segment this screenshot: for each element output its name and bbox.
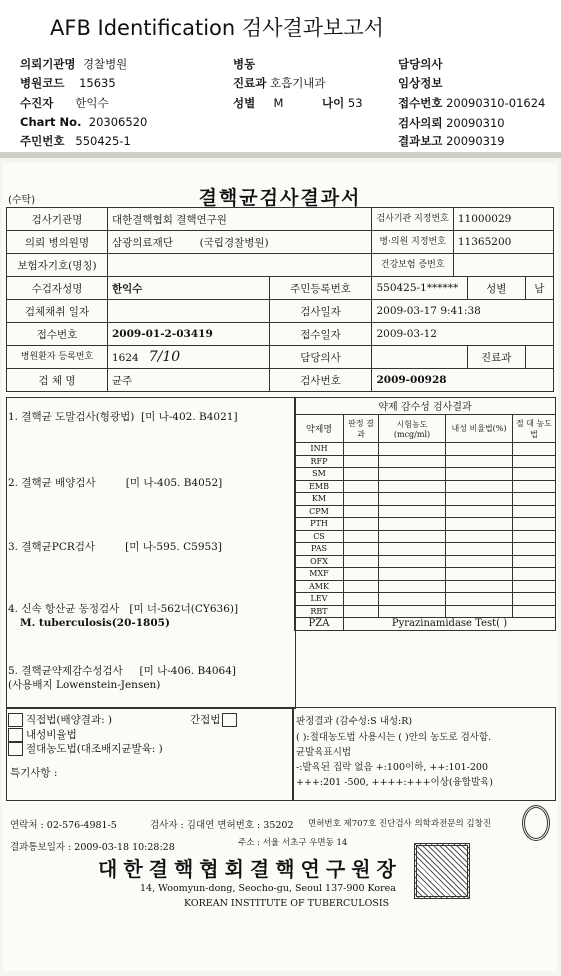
drug-name: EMB (295, 480, 344, 493)
drug-row (295, 580, 556, 593)
drug-name: CS (295, 530, 344, 543)
hospital-label: 의뢰 병의원명 (7, 231, 108, 254)
drug-name: RBT (295, 605, 344, 618)
drug-cell (513, 493, 556, 506)
drug-cell (344, 455, 379, 468)
drug-cell (379, 468, 446, 481)
footer-address-en: 14, Woomyun-dong, Seocho-gu, Seoul 137-900 Korea (140, 883, 396, 894)
drug-name: INH (295, 443, 344, 456)
drug-cell (344, 480, 379, 493)
collect-label: 검체채취 일자 (7, 300, 108, 323)
test-date-label: 검사일자 (269, 300, 372, 323)
drug-name: PAS (295, 543, 344, 556)
receipt-date-value: 2009-03-12 (372, 323, 554, 346)
drug-cell (344, 593, 379, 606)
drug-cell (344, 493, 379, 506)
drug-row (295, 443, 556, 456)
drug-cell (446, 468, 513, 481)
chart-no: Chart No. 20306520 (20, 115, 148, 129)
drug-cell (344, 518, 379, 531)
drug-cell (379, 605, 446, 618)
drug-row (295, 605, 556, 618)
drug-cell (344, 568, 379, 581)
drug-cell (513, 568, 556, 581)
drug-cell (379, 593, 446, 606)
receipt-no: 접수번호 20090310-01624 (398, 96, 546, 110)
agency-no-value: 11000029 (453, 208, 553, 231)
resident-no: 주민번호 550425-1 (20, 134, 131, 148)
hospital-no-value: 11365200 (453, 231, 553, 254)
legend-line-4: -:발육된 집락 없음 +:100이하, ++:101-200 (296, 762, 488, 773)
identification-result: M. tuberculosis(20-1805) (20, 617, 170, 629)
drug-cell (344, 530, 379, 543)
drug-cell (344, 505, 379, 518)
drug-cell (379, 518, 446, 531)
scanned-report (2, 163, 558, 971)
institute-name-en: KOREAN INSTITUTE OF TUBERCULOSIS (184, 898, 390, 909)
drug-cell (446, 543, 513, 556)
drug-cell (446, 455, 513, 468)
form-type: (수탁) (8, 195, 36, 206)
hospital-code: 병원코드 15635 (20, 76, 116, 90)
section-susceptibility: 5. 결핵균약제감수성검사 [미 나-406. B4064] (8, 665, 237, 677)
drug-cell (446, 568, 513, 581)
drug-cell (379, 568, 446, 581)
drug-row (295, 530, 556, 543)
footer-license: 면허번호 제707호 진단검사 의학과전문의 김창진 (308, 819, 492, 829)
drug-cell (446, 443, 513, 456)
insure-no-label: 건강보험 증번호 (372, 254, 453, 277)
drug-cell (513, 543, 556, 556)
special-notes: 특기사항 : (10, 767, 58, 779)
drug-name: PTH (295, 518, 344, 531)
test-date-value: 2009-03-17 9:41:38 (372, 300, 554, 323)
drug-cell (513, 518, 556, 531)
collect-value (108, 300, 270, 323)
drug-cell (513, 580, 556, 593)
footer-address-kr: 주소 : 서울 서초구 우면동 14 (238, 838, 348, 848)
absolute-checkbox[interactable] (8, 742, 23, 756)
drug-cell (513, 480, 556, 493)
drug-cell (513, 530, 556, 543)
name-value: 한익수 (108, 277, 270, 300)
header-concentration: 시험농도 (mcg/ml) (379, 415, 446, 443)
drug-name: LEV (295, 593, 344, 606)
sex-value: 남 (525, 277, 553, 300)
drug-cell (446, 593, 513, 606)
agency-no-label: 검사기관 지정번호 (372, 208, 453, 231)
dept-value (525, 346, 553, 369)
drug-cell (344, 443, 379, 456)
drug-cell (379, 530, 446, 543)
absolute-method: 절대농도법(대조배지균발육: ) (8, 741, 163, 756)
official-seal (414, 843, 470, 899)
footer-examiner: 검사자 : 김대연 면허번호 : 35202 (150, 820, 294, 831)
drug-cell (344, 580, 379, 593)
drug-row (295, 568, 556, 581)
drug-row (295, 493, 556, 506)
section-culture: 2. 결핵균 배양검사 [미 나-405. B4052] (8, 477, 223, 489)
drug-row (295, 593, 556, 606)
drug-cell (446, 480, 513, 493)
header-ratio: 내성 비율법(%) (446, 415, 513, 443)
ward: 병동 (233, 57, 256, 71)
drug-cell (513, 605, 556, 618)
drug-name: SM (295, 468, 344, 481)
patient-no-value: 1624 7/10 (108, 346, 270, 369)
hospital-value: 삼광의료재단 (국립경찰병원) (108, 231, 372, 254)
drug-cell (379, 505, 446, 518)
receipt-no-value: 2009-01-2-03419 (108, 323, 270, 346)
pza-label: PZA (295, 618, 344, 631)
page-title: AFB Identification 검사결과보고서 (50, 16, 384, 40)
drug-cell (344, 468, 379, 481)
drug-cell (513, 443, 556, 456)
section-smear: 1. 결핵균 도말검사(형광법) [미 나-402. B4021] (8, 411, 238, 423)
insured-value (108, 254, 372, 277)
sex-label: 성별 (467, 277, 525, 300)
drug-cell (379, 455, 446, 468)
drug-cell (513, 455, 556, 468)
drug-row (295, 468, 556, 481)
indirect-method: 간접법 (190, 712, 240, 727)
drug-cell (379, 443, 446, 456)
legend-line-1: 판정결과 (감수성:S 내성:R) (296, 716, 413, 727)
patient-name: 수진자 한익수 (20, 96, 109, 110)
drug-name: OFX (295, 555, 344, 568)
insured-label: 보험자기호(명칭) (7, 254, 108, 277)
report-date: 결과보고 20090319 (398, 134, 505, 148)
drug-row (295, 555, 556, 568)
legend-line-2: ( ):절대농도법 사용시는 ( )안의 농도로 검사함. (296, 732, 492, 743)
drug-cell (446, 518, 513, 531)
receipt-no-label: 접수번호 (7, 323, 108, 346)
specimen-label: 검 체 명 (7, 369, 108, 392)
drug-cell (446, 605, 513, 618)
drug-cell (446, 555, 513, 568)
rrn-label: 주민등록번호 (269, 277, 372, 300)
header-result: 판정 결과 (344, 415, 379, 443)
header-absolute: 절 대 농도법 (513, 415, 556, 443)
round-seal (522, 805, 550, 841)
legend-line-3: 균발육표시법 (296, 747, 352, 758)
ratio-checkbox[interactable] (8, 728, 23, 742)
susceptibility-title: 약제 감수성 검사결과 (294, 397, 556, 415)
drug-name: MXF (295, 568, 344, 581)
drug-cell (379, 555, 446, 568)
drug-name: RFP (295, 455, 344, 468)
drug-cell (344, 543, 379, 556)
drug-cell (513, 468, 556, 481)
drug-row (295, 543, 556, 556)
rrn-value: 550425-1****** (372, 277, 467, 300)
drug-cell (344, 555, 379, 568)
drug-cell (379, 580, 446, 593)
direct-checkbox[interactable] (8, 713, 23, 727)
drug-row (295, 505, 556, 518)
insure-no-value (453, 254, 553, 277)
drug-name: KM (295, 493, 344, 506)
susceptibility-table (294, 414, 556, 631)
drug-cell (446, 493, 513, 506)
age: 나이 53 (322, 96, 363, 110)
name-label: 수검자성명 (7, 277, 108, 300)
pza-value: Pyrazinamidase Test( ) (344, 618, 556, 631)
handwritten-note: 7/10 (148, 349, 181, 365)
direct-method: 직접법(배양결과: ) (8, 712, 112, 727)
footer-notice-date: 결과통보일자 : 2009-03-18 10:28:28 (10, 842, 175, 853)
request-date: 검사의뢰 20090310 (398, 116, 505, 130)
department: 진료과 호흡기내과 (233, 76, 326, 90)
drug-cell (344, 605, 379, 618)
sex: 성별 M (233, 96, 284, 110)
report-header (0, 0, 561, 152)
drug-cell (379, 493, 446, 506)
header-drug: 약제명 (295, 415, 344, 443)
drug-row (295, 455, 556, 468)
drug-cell (446, 530, 513, 543)
test-no-value: 2009-00928 (372, 369, 554, 392)
indirect-checkbox[interactable] (222, 713, 237, 727)
drug-cell (379, 543, 446, 556)
report-title: 결핵균검사결과서 (198, 187, 362, 209)
drug-name: AMK (295, 580, 344, 593)
patient-table (6, 207, 554, 392)
drug-cell (446, 580, 513, 593)
footer-phone: 연락처 : 02-576-4981-5 (10, 820, 117, 831)
attending-doctor: 담당의사 (398, 57, 443, 71)
specimen-value: 균주 (108, 369, 270, 392)
doctor-value (372, 346, 467, 369)
drug-row (295, 480, 556, 493)
legend-line-5: +++:201 -500, ++++:+++이상(융합발육) (296, 777, 494, 788)
medium-note: (사용배지 Lowenstein-Jensen) (8, 679, 161, 691)
drug-row (295, 518, 556, 531)
ratio-method: 내성비율법 (8, 727, 77, 742)
agency-label: 검사기관명 (7, 208, 108, 231)
hospital-no-label: 병·의원 지정번호 (372, 231, 453, 254)
drug-cell (446, 505, 513, 518)
agency-value: 대한결핵협회 결핵연구원 (108, 208, 372, 231)
drug-cell (513, 555, 556, 568)
test-no-label: 검사번호 (269, 369, 372, 392)
drug-name: CPM (295, 505, 344, 518)
receipt-date-label: 접수일자 (269, 323, 372, 346)
drug-cell (513, 593, 556, 606)
institute-name: 대한결핵협회결핵연구원장 (98, 857, 402, 881)
divider (0, 152, 561, 158)
section-identification: 4. 신속 항산균 동정검사 [미 너-562너(CY636)] (8, 603, 239, 615)
section-pcr: 3. 결핵균PCR검사 [미 나-595. C5953] (8, 541, 222, 553)
drug-cell (513, 505, 556, 518)
clinical-info: 임상정보 (398, 76, 443, 90)
drug-cell (379, 480, 446, 493)
doctor-label: 담당의사 (269, 346, 372, 369)
hospital-name: 의뢰기관명 경찰병원 (20, 57, 128, 71)
patient-no-label: 병원환자 등록번호 (7, 346, 108, 369)
dept-label: 진료과 (467, 346, 525, 369)
